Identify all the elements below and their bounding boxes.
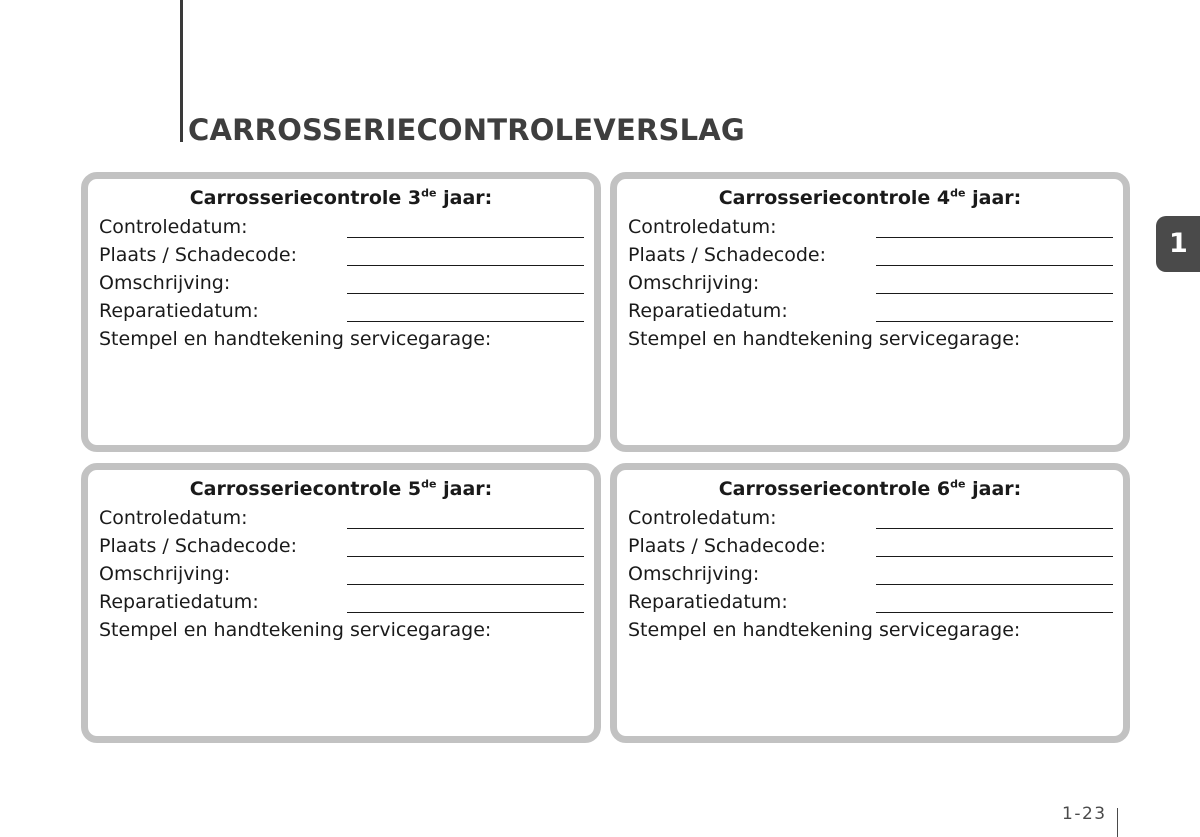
description-field[interactable] (876, 293, 1113, 294)
description-field[interactable] (347, 293, 584, 294)
repair-date-field[interactable] (347, 321, 584, 322)
control-date-label: Controledatum: (628, 216, 777, 238)
card-title: Carrosseriecontrole 6de jaar: (718, 477, 1022, 500)
chapter-tab: 1 (1156, 216, 1200, 272)
inspection-card-year-5 (81, 463, 601, 743)
control-date-field[interactable] (347, 237, 584, 238)
stamp-signature-label: Stempel en handtekening servicegarage: (628, 328, 1021, 350)
page-title: CARROSSERIECONTROLEVERSLAG (188, 113, 745, 147)
damage-location-label: Plaats / Schadecode: (628, 535, 827, 557)
description-label: Omschrijving: (628, 563, 760, 585)
description-label: Omschrijving: (99, 272, 231, 294)
repair-date-label: Reparatiedatum: (628, 300, 788, 322)
damage-location-label: Plaats / Schadecode: (99, 535, 298, 557)
inspection-card-year-4 (610, 172, 1130, 452)
stamp-signature-label: Stempel en handtekening servicegarage: (99, 619, 492, 641)
description-field[interactable] (876, 584, 1113, 585)
page-number: 1-23 (1062, 804, 1107, 824)
description-label: Omschrijving: (99, 563, 231, 585)
damage-location-field[interactable] (347, 265, 584, 266)
card-title: Carrosseriecontrole 4de jaar: (718, 186, 1022, 209)
control-date-label: Controledatum: (99, 507, 248, 529)
damage-location-field[interactable] (347, 556, 584, 557)
repair-date-label: Reparatiedatum: (99, 300, 259, 322)
stamp-signature-label: Stempel en handtekening servicegarage: (628, 619, 1021, 641)
card-title: Carrosseriecontrole 5de jaar: (189, 477, 493, 500)
page-number-rule (1117, 808, 1118, 837)
damage-location-label: Plaats / Schadecode: (99, 244, 298, 266)
damage-location-label: Plaats / Schadecode: (628, 244, 827, 266)
control-date-field[interactable] (876, 528, 1113, 529)
damage-location-field[interactable] (876, 265, 1113, 266)
card-title: Carrosseriecontrole 3de jaar: (189, 186, 493, 209)
stamp-signature-label: Stempel en handtekening servicegarage: (99, 328, 492, 350)
repair-date-label: Reparatiedatum: (628, 591, 788, 613)
repair-date-field[interactable] (876, 612, 1113, 613)
damage-location-field[interactable] (876, 556, 1113, 557)
description-label: Omschrijving: (628, 272, 760, 294)
control-date-field[interactable] (347, 528, 584, 529)
control-date-label: Controledatum: (99, 216, 248, 238)
control-date-field[interactable] (876, 237, 1113, 238)
inspection-card-year-3 (81, 172, 601, 452)
control-date-label: Controledatum: (628, 507, 777, 529)
repair-date-label: Reparatiedatum: (99, 591, 259, 613)
inspection-card-year-6 (610, 463, 1130, 743)
description-field[interactable] (347, 584, 584, 585)
repair-date-field[interactable] (876, 321, 1113, 322)
repair-date-field[interactable] (347, 612, 584, 613)
header-vertical-rule (180, 0, 183, 142)
